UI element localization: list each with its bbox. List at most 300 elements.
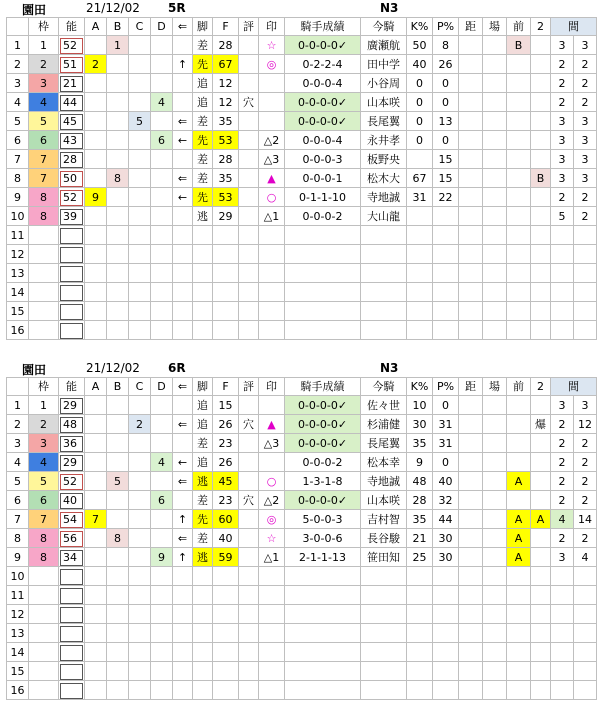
- f-cell: 23: [213, 491, 239, 510]
- row-number: 14: [7, 283, 29, 302]
- ability-cell: [59, 36, 85, 55]
- hyo-cell: [239, 169, 259, 188]
- waku-cell: 4: [29, 453, 59, 472]
- jockey-record: 0-0-0-0✓: [285, 36, 361, 55]
- k-percent: 21: [407, 529, 433, 548]
- empty-cell: [239, 605, 259, 624]
- empty-cell: [151, 283, 173, 302]
- ability-value: 43: [60, 133, 83, 149]
- d-cell: [151, 472, 173, 491]
- empty-cell: [483, 624, 507, 643]
- empty-cell: [29, 605, 59, 624]
- empty-cell: [551, 624, 574, 643]
- empty-cell: [107, 643, 129, 662]
- k-percent: 10: [407, 396, 433, 415]
- f-cell: 60: [213, 510, 239, 529]
- second-cell: [531, 36, 551, 55]
- race-class: N3: [380, 1, 399, 15]
- second-cell: [531, 548, 551, 567]
- empty-cell: [361, 226, 407, 245]
- table-row-empty: [7, 226, 597, 245]
- table-row: [7, 453, 597, 472]
- empty-cell: [507, 321, 531, 340]
- waku-cell: 3: [29, 434, 59, 453]
- empty-cell: [259, 302, 285, 321]
- empty-cell: [151, 624, 173, 643]
- empty-cell: [193, 226, 213, 245]
- empty-cell: [574, 567, 597, 586]
- empty-cell: [361, 605, 407, 624]
- empty-cell: [259, 264, 285, 283]
- ability-cell: [59, 605, 85, 624]
- table-row: [7, 74, 597, 93]
- ability-cell: [59, 396, 85, 415]
- interval-cell-2: 3: [574, 169, 597, 188]
- empty-cell: [483, 662, 507, 681]
- arrow-cell: ⇐: [173, 415, 193, 434]
- ability-cell: [59, 321, 85, 340]
- a-cell: [85, 472, 107, 491]
- row-number: 9: [7, 548, 29, 567]
- style-cell: 差: [193, 529, 213, 548]
- column-header: K%: [407, 378, 433, 396]
- empty-cell: [574, 624, 597, 643]
- ability-cell: [59, 74, 85, 93]
- interval-cell-1: 2: [551, 491, 574, 510]
- interval-cell-1: 3: [551, 112, 574, 131]
- empty-cell: [407, 321, 433, 340]
- arrow-cell: ↑: [173, 510, 193, 529]
- empty-cell: [239, 567, 259, 586]
- waku-cell: 1: [29, 396, 59, 415]
- empty-cell: [173, 264, 193, 283]
- empty-cell: [107, 567, 129, 586]
- jockey-name: 廣瀬航: [361, 36, 407, 55]
- jockey-record: 0-2-2-4: [285, 55, 361, 74]
- jockey-name: 寺地誠: [361, 188, 407, 207]
- empty-cell: [173, 567, 193, 586]
- arrow-cell: [173, 93, 193, 112]
- ability-value: 36: [60, 436, 83, 452]
- empty-cell: [551, 681, 574, 700]
- ability-value: [60, 607, 83, 623]
- jockey-name: 山本咲: [361, 93, 407, 112]
- empty-cell: [574, 283, 597, 302]
- table-row: [7, 188, 597, 207]
- empty-cell: [239, 321, 259, 340]
- jockey-record: 0-0-0-0✓: [285, 415, 361, 434]
- c-cell: [129, 188, 151, 207]
- empty-cell: [459, 245, 483, 264]
- ability-value: 54: [60, 512, 83, 528]
- arrow-cell: [173, 207, 193, 226]
- interval-cell-2: 14: [574, 510, 597, 529]
- arrow-cell: ⇐: [173, 529, 193, 548]
- empty-cell: [107, 586, 129, 605]
- jockey-name: 大山龍: [361, 207, 407, 226]
- row-number: 3: [7, 434, 29, 453]
- style-cell: 追: [193, 74, 213, 93]
- column-header: 2: [531, 18, 551, 36]
- empty-cell: [193, 605, 213, 624]
- d-cell: [151, 529, 173, 548]
- empty-cell: [531, 662, 551, 681]
- row-number: 5: [7, 472, 29, 491]
- jockey-record: 3-0-0-6: [285, 529, 361, 548]
- b-cell: [107, 150, 129, 169]
- empty-cell: [129, 586, 151, 605]
- empty-cell: [213, 302, 239, 321]
- a-cell: [85, 169, 107, 188]
- style-cell: 逃: [193, 472, 213, 491]
- c-cell: 2: [129, 415, 151, 434]
- empty-cell: [361, 321, 407, 340]
- b-cell: 1: [107, 36, 129, 55]
- track-cell: [483, 396, 507, 415]
- interval-cell-2: 2: [574, 74, 597, 93]
- empty-cell: [407, 681, 433, 700]
- b-cell: [107, 93, 129, 112]
- column-header: ⇐: [173, 18, 193, 36]
- table-row: [7, 548, 597, 567]
- empty-cell: [85, 643, 107, 662]
- empty-cell: [85, 264, 107, 283]
- column-header: 評: [239, 378, 259, 396]
- empty-cell: [483, 605, 507, 624]
- second-cell: A: [531, 510, 551, 529]
- ability-cell: [59, 548, 85, 567]
- distance-cell: [459, 169, 483, 188]
- mark-cell: [259, 93, 285, 112]
- interval-cell-1: 2: [551, 55, 574, 74]
- empty-cell: [407, 567, 433, 586]
- ability-value: 21: [60, 76, 83, 92]
- ability-value: [60, 323, 83, 339]
- k-percent: 0: [407, 112, 433, 131]
- hyo-cell: [239, 510, 259, 529]
- jockey-record: 0-0-0-1: [285, 169, 361, 188]
- ability-value: 52: [60, 474, 83, 490]
- p-percent: 0: [433, 396, 459, 415]
- interval-cell-2: 3: [574, 131, 597, 150]
- arrow-cell: [173, 36, 193, 55]
- empty-cell: [173, 643, 193, 662]
- row-number: 16: [7, 681, 29, 700]
- k-percent: 25: [407, 548, 433, 567]
- a-cell: 9: [85, 188, 107, 207]
- column-header: 能: [59, 378, 85, 396]
- empty-cell: [531, 567, 551, 586]
- track-cell: [483, 150, 507, 169]
- jockey-name: 永井孝: [361, 131, 407, 150]
- empty-cell: [107, 681, 129, 700]
- jockey-record: 0-0-0-4: [285, 74, 361, 93]
- empty-cell: [259, 662, 285, 681]
- empty-cell: [483, 681, 507, 700]
- b-cell: [107, 396, 129, 415]
- ability-cell: [59, 226, 85, 245]
- second-cell: [531, 188, 551, 207]
- hyo-cell: [239, 74, 259, 93]
- style-cell: 差: [193, 169, 213, 188]
- k-percent: 48: [407, 472, 433, 491]
- empty-cell: [29, 681, 59, 700]
- empty-cell: [29, 662, 59, 681]
- jockey-name: 山本咲: [361, 491, 407, 510]
- p-percent: 15: [433, 150, 459, 169]
- empty-cell: [483, 567, 507, 586]
- distance-cell: [459, 491, 483, 510]
- table-row: [7, 434, 597, 453]
- ability-cell: [59, 264, 85, 283]
- style-cell: 追: [193, 93, 213, 112]
- previous-cell: A: [507, 548, 531, 567]
- empty-cell: [574, 586, 597, 605]
- p-percent: 0: [433, 93, 459, 112]
- waku-cell: 6: [29, 131, 59, 150]
- second-cell: 爆: [531, 415, 551, 434]
- table-row-empty: [7, 321, 597, 340]
- table-row-empty: [7, 302, 597, 321]
- arrow-cell: ←: [173, 188, 193, 207]
- b-cell: [107, 415, 129, 434]
- empty-cell: [551, 245, 574, 264]
- d-cell: [151, 207, 173, 226]
- jockey-name: 佐々世: [361, 396, 407, 415]
- mark-cell: △1: [259, 548, 285, 567]
- empty-cell: [239, 681, 259, 700]
- jockey-record: 1-3-1-8: [285, 472, 361, 491]
- row-number: 15: [7, 662, 29, 681]
- empty-cell: [407, 302, 433, 321]
- k-percent: 35: [407, 510, 433, 529]
- track-cell: [483, 453, 507, 472]
- empty-cell: [483, 245, 507, 264]
- jockey-record: 0-0-0-0✓: [285, 112, 361, 131]
- empty-cell: [129, 624, 151, 643]
- second-cell: [531, 207, 551, 226]
- table-row: [7, 169, 597, 188]
- table-row: [7, 396, 597, 415]
- empty-cell: [507, 302, 531, 321]
- p-percent: 0: [433, 131, 459, 150]
- empty-cell: [151, 586, 173, 605]
- empty-cell: [459, 226, 483, 245]
- hyo-cell: [239, 207, 259, 226]
- empty-cell: [129, 264, 151, 283]
- ability-value: 48: [60, 417, 83, 433]
- c-cell: [129, 207, 151, 226]
- interval-cell-1: 4: [551, 510, 574, 529]
- interval-cell-2: 4: [574, 548, 597, 567]
- d-cell: [151, 169, 173, 188]
- empty-cell: [507, 643, 531, 662]
- row-number: 6: [7, 131, 29, 150]
- empty-cell: [129, 245, 151, 264]
- jockey-record: 0-0-0-4: [285, 131, 361, 150]
- c-cell: [129, 472, 151, 491]
- empty-cell: [213, 567, 239, 586]
- jockey-name: 小谷周: [361, 74, 407, 93]
- empty-cell: [213, 264, 239, 283]
- column-header: 枠: [29, 18, 59, 36]
- row-number: 3: [7, 74, 29, 93]
- column-header: K%: [407, 18, 433, 36]
- column-header: 印: [259, 18, 285, 36]
- empty-cell: [129, 605, 151, 624]
- column-header: P%: [433, 18, 459, 36]
- k-percent: [407, 207, 433, 226]
- c-cell: [129, 548, 151, 567]
- empty-cell: [259, 226, 285, 245]
- empty-cell: [507, 283, 531, 302]
- table-row-empty: [7, 681, 597, 700]
- waku-cell: 8: [29, 529, 59, 548]
- empty-cell: [259, 681, 285, 700]
- waku-cell: 8: [29, 548, 59, 567]
- waku-cell: 7: [29, 169, 59, 188]
- empty-cell: [259, 567, 285, 586]
- a-cell: 7: [85, 510, 107, 529]
- f-cell: 28: [213, 150, 239, 169]
- empty-cell: [239, 624, 259, 643]
- column-header: 騎手成績: [285, 18, 361, 36]
- empty-cell: [407, 245, 433, 264]
- style-cell: 差: [193, 434, 213, 453]
- empty-cell: [531, 226, 551, 245]
- column-header: 間: [551, 18, 597, 36]
- empty-cell: [213, 605, 239, 624]
- b-cell: [107, 434, 129, 453]
- distance-cell: [459, 510, 483, 529]
- a-cell: [85, 150, 107, 169]
- empty-cell: [173, 245, 193, 264]
- track-cell: [483, 415, 507, 434]
- empty-cell: [173, 226, 193, 245]
- empty-cell: [551, 264, 574, 283]
- empty-cell: [85, 586, 107, 605]
- f-cell: 53: [213, 188, 239, 207]
- empty-cell: [129, 681, 151, 700]
- empty-cell: [285, 662, 361, 681]
- c-cell: [129, 150, 151, 169]
- empty-cell: [407, 226, 433, 245]
- second-cell: [531, 55, 551, 74]
- empty-cell: [239, 586, 259, 605]
- empty-cell: [285, 226, 361, 245]
- empty-cell: [285, 264, 361, 283]
- column-header: 騎手成績: [285, 378, 361, 396]
- previous-cell: A: [507, 510, 531, 529]
- b-cell: [107, 453, 129, 472]
- interval-cell-2: 2: [574, 93, 597, 112]
- previous-cell: B: [507, 36, 531, 55]
- previous-cell: [507, 93, 531, 112]
- waku-cell: 8: [29, 207, 59, 226]
- waku-cell: 2: [29, 55, 59, 74]
- empty-cell: [433, 643, 459, 662]
- previous-cell: [507, 74, 531, 93]
- jockey-name: 長尾翼: [361, 112, 407, 131]
- empty-cell: [85, 283, 107, 302]
- row-number: 8: [7, 529, 29, 548]
- hyo-cell: 穴: [239, 93, 259, 112]
- empty-cell: [193, 624, 213, 643]
- track-cell: [483, 548, 507, 567]
- empty-cell: [361, 264, 407, 283]
- distance-cell: [459, 453, 483, 472]
- empty-cell: [531, 624, 551, 643]
- empty-cell: [574, 302, 597, 321]
- row-number: 11: [7, 586, 29, 605]
- b-cell: [107, 188, 129, 207]
- jockey-record: 0-0-0-3: [285, 150, 361, 169]
- interval-cell-2: 2: [574, 491, 597, 510]
- interval-cell-2: 2: [574, 207, 597, 226]
- column-header: C: [129, 18, 151, 36]
- p-percent: 40: [433, 472, 459, 491]
- mark-cell: [259, 112, 285, 131]
- f-cell: 67: [213, 55, 239, 74]
- jockey-name: 田中学: [361, 55, 407, 74]
- empty-cell: [151, 605, 173, 624]
- mark-cell: △2: [259, 131, 285, 150]
- previous-cell: [507, 415, 531, 434]
- c-cell: [129, 131, 151, 150]
- ability-value: 52: [60, 190, 83, 206]
- c-cell: [129, 36, 151, 55]
- ability-cell: [59, 93, 85, 112]
- empty-cell: [213, 643, 239, 662]
- ability-cell: [59, 131, 85, 150]
- empty-cell: [574, 605, 597, 624]
- empty-cell: [213, 662, 239, 681]
- second-cell: [531, 472, 551, 491]
- column-header: 場: [483, 378, 507, 396]
- empty-cell: [531, 605, 551, 624]
- arrow-cell: [173, 150, 193, 169]
- mark-cell: ◎: [259, 510, 285, 529]
- ability-value: 52: [60, 38, 83, 54]
- waku-cell: 6: [29, 491, 59, 510]
- ability-cell: [59, 245, 85, 264]
- empty-cell: [213, 624, 239, 643]
- b-cell: [107, 131, 129, 150]
- ability-cell: [59, 472, 85, 491]
- interval-cell-1: 3: [551, 396, 574, 415]
- empty-cell: [459, 681, 483, 700]
- a-cell: [85, 112, 107, 131]
- row-number: 11: [7, 226, 29, 245]
- ability-value: 50: [60, 171, 83, 187]
- race-table: [6, 17, 597, 340]
- track-cell: [483, 472, 507, 491]
- empty-cell: [407, 662, 433, 681]
- empty-cell: [213, 283, 239, 302]
- second-cell: [531, 529, 551, 548]
- column-header: F: [213, 18, 239, 36]
- distance-cell: [459, 112, 483, 131]
- column-header: 印: [259, 378, 285, 396]
- empty-cell: [459, 283, 483, 302]
- a-cell: [85, 74, 107, 93]
- empty-cell: [239, 643, 259, 662]
- column-header: A: [85, 18, 107, 36]
- p-percent: 44: [433, 510, 459, 529]
- empty-cell: [507, 245, 531, 264]
- empty-cell: [551, 321, 574, 340]
- ability-value: [60, 266, 83, 282]
